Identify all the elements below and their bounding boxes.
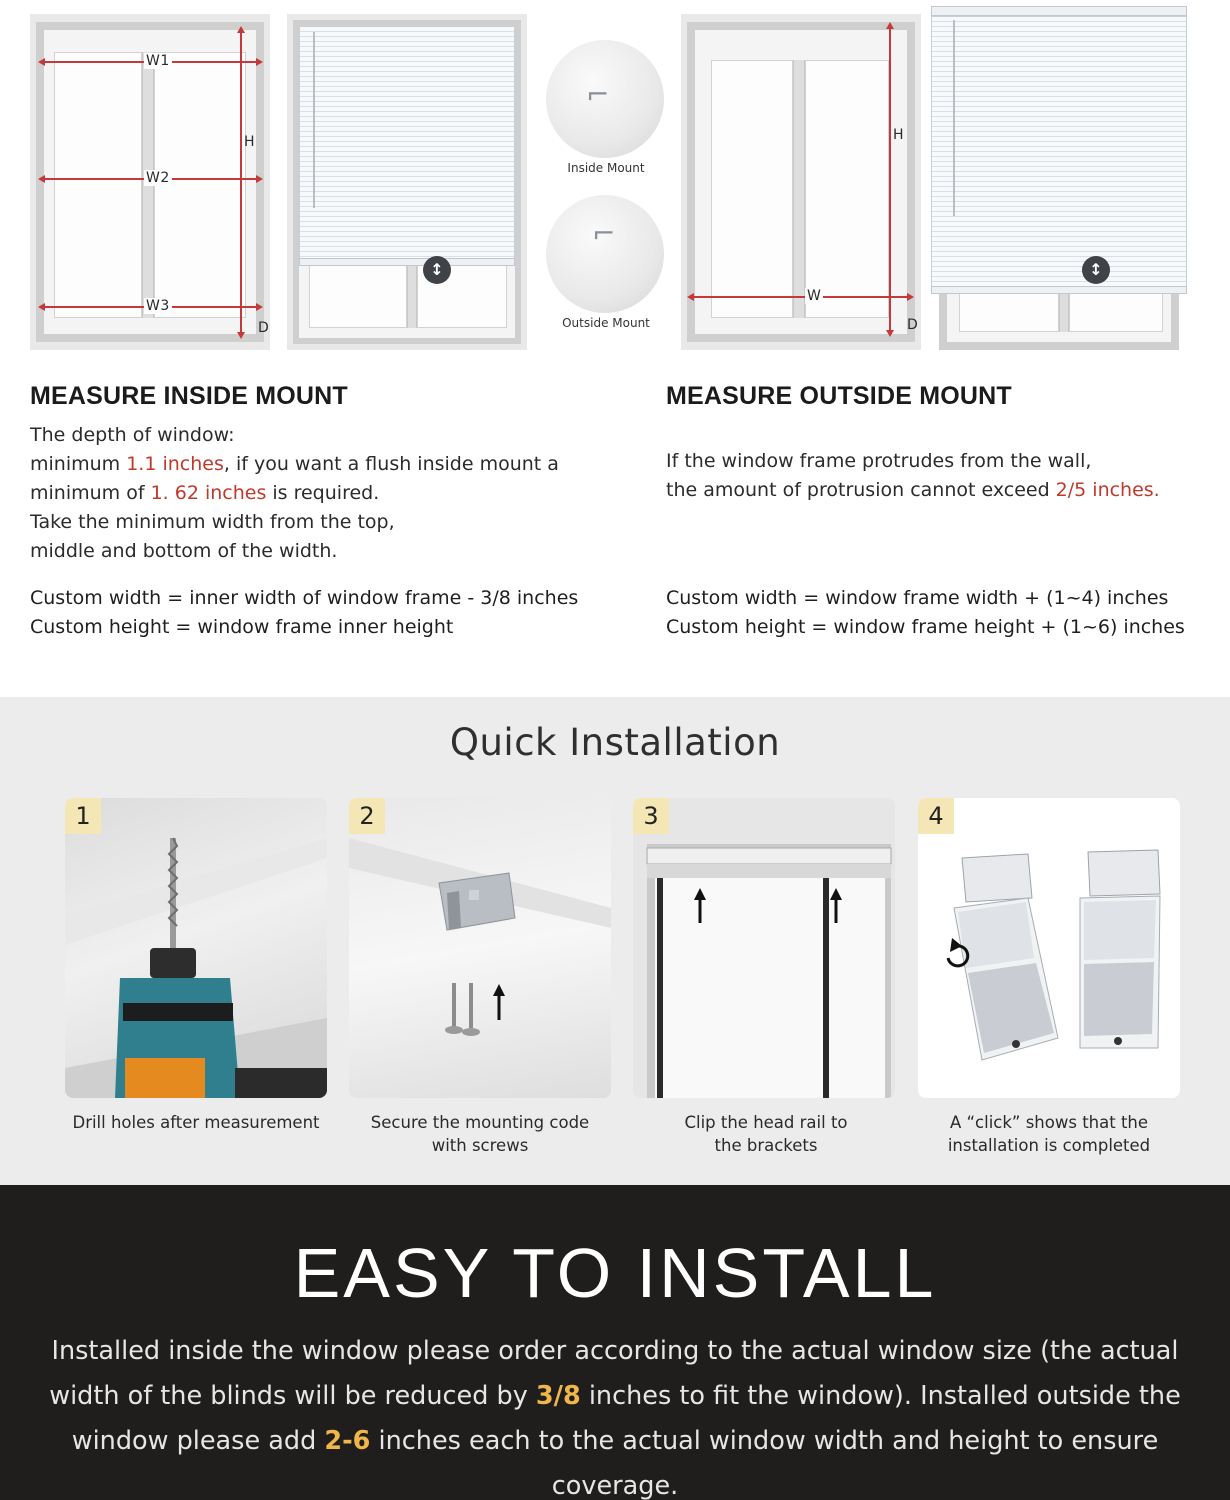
measure-outside-section bbox=[666, 382, 1226, 642]
flush-depth-value: 1. 62 inches bbox=[150, 482, 267, 504]
width-reduction-highlight: 3/8 bbox=[535, 1381, 581, 1411]
drill-illustration bbox=[65, 798, 327, 1098]
easy-to-install-section bbox=[0, 1185, 1230, 1500]
head-rail-illustration bbox=[633, 798, 895, 1098]
step-2-caption: Secure the mounting code with screws bbox=[370, 1113, 590, 1155]
step-4-caption: A “click” shows that the installation is completed bbox=[947, 1113, 1151, 1155]
inside-height-formula: Custom height = window frame inner height bbox=[30, 616, 454, 638]
inside-mount-caption: Inside Mount bbox=[567, 161, 645, 175]
measure-outside-text: If the window frame protrudes from the wall, the amount of protrusion cannot exceed 2/5 inches. bbox=[666, 450, 1160, 501]
dimension-w: W bbox=[807, 288, 822, 304]
dimension-d: D bbox=[258, 320, 270, 336]
inside-blind-diagram bbox=[287, 14, 527, 350]
lift-icon: ↕ bbox=[1082, 256, 1110, 284]
measure-inside-section bbox=[30, 382, 640, 642]
measurement-diagrams bbox=[0, 0, 1230, 360]
size-addition-highlight: 2-6 bbox=[324, 1426, 371, 1456]
easy-to-install-text: Installed inside the window please order according to the actual window size (the actual width of the blinds will be reduced by 3/8 inches to fit the window). Installed outside the window please add 2-6 inches each to the actual window width and height to ensure coverage. bbox=[49, 1336, 1181, 1500]
min-depth-value: 1.1 inches bbox=[126, 453, 224, 475]
inside-width-formula: Custom width = inner width of window frame - 3/8 inches bbox=[30, 587, 579, 609]
bracket-icon: ⌐ bbox=[586, 78, 610, 111]
step-3-caption: Clip the head rail to the brackets bbox=[684, 1113, 848, 1155]
dimension-h: H bbox=[893, 127, 905, 143]
outside-width-formula: Custom width = window frame width + (1~4) inches bbox=[666, 587, 1169, 609]
quick-installation-title: Quick Installation bbox=[449, 721, 781, 764]
step-4-card bbox=[918, 798, 1180, 1098]
inside-window-diagram bbox=[30, 14, 270, 350]
step-2-card bbox=[349, 798, 611, 1098]
step-4-badge: 4 bbox=[918, 798, 954, 834]
outside-window-diagram bbox=[681, 14, 921, 350]
bottom-rail bbox=[931, 286, 1187, 294]
step-1-caption: Drill holes after measurement bbox=[72, 1113, 320, 1132]
quick-installation-section bbox=[0, 697, 1230, 1185]
step-1-badge: 1 bbox=[65, 798, 101, 834]
outside-formulas bbox=[666, 584, 1226, 642]
inside-formulas bbox=[30, 584, 640, 642]
outside-height-formula: Custom height = window frame height + (1~6) inches bbox=[666, 616, 1185, 638]
measure-outside-title: MEASURE OUTSIDE MOUNT bbox=[666, 382, 1012, 410]
lift-icon: ↕ bbox=[423, 256, 451, 284]
outside-mount-caption: Outside Mount bbox=[562, 316, 650, 330]
max-protrusion-value: 2/5 inches. bbox=[1055, 479, 1160, 501]
measure-inside-title: MEASURE INSIDE MOUNT bbox=[30, 382, 348, 410]
step-3-card bbox=[633, 798, 895, 1098]
dimension-w2: W2 bbox=[146, 170, 170, 186]
step-2-badge: 2 bbox=[349, 798, 385, 834]
dimension-w3: W3 bbox=[146, 298, 170, 314]
bracket-icon: ⌐ bbox=[592, 217, 616, 250]
easy-to-install-title: EASY TO INSTALL bbox=[293, 1234, 937, 1312]
step-1-card bbox=[65, 798, 327, 1098]
outside-blind bbox=[931, 16, 1187, 288]
inside-mount-detail bbox=[546, 40, 664, 158]
measure-inside-text: The depth of window: minimum 1.1 inches, if you want a flush inside mount a minimum of 1. 62 inches is required. Take the minimum width from the top, middle and bottom of the width. bbox=[30, 424, 559, 562]
dimension-h: H bbox=[244, 134, 256, 150]
outside-mount-detail bbox=[546, 195, 664, 313]
dimension-w1: W1 bbox=[146, 53, 170, 69]
step-3-badge: 3 bbox=[633, 798, 669, 834]
head-rail bbox=[931, 6, 1187, 16]
click-illustration bbox=[918, 798, 1180, 1098]
dimension-d: D bbox=[907, 317, 919, 333]
bracket-screws-illustration bbox=[349, 798, 611, 1098]
